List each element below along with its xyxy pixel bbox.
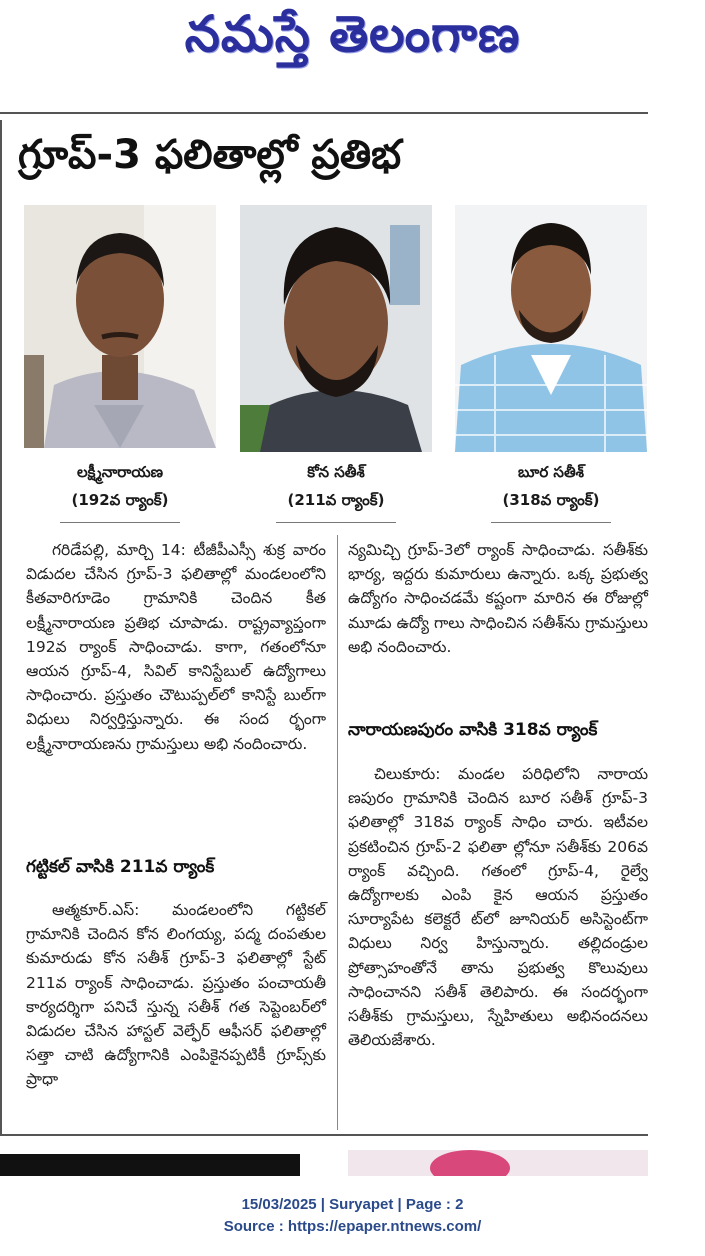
caption-3 (455, 458, 647, 514)
caption-name: కోన సతీశ్‌ (307, 463, 365, 481)
subheading-narayanapuram: నారాయణపురం వాసికి 318వ ర్యాంక్‌ (348, 720, 598, 740)
masthead-divider (0, 112, 648, 114)
caption-rank: (318వ ర్యాంక్‌) (502, 491, 600, 509)
caption-1 (24, 458, 216, 514)
right-column-para-1 (348, 538, 648, 659)
caption-underline (276, 522, 396, 523)
paragraph: గరిడేపల్లి, మార్చి 14: టీజీపీఎస్సీ శుక్ర వారం విడుదల చేసిన గ్రూప్‌-3 ఫలితాల్లో మండలంలోని కీతవారిగూడెం గ్రామానికి చెందిన కీత లక్ష్మీనారాయణ ప్రతిభ చూపాడు. రాష్ట్రవ్యాప్తంగా 192వ ర్యాంక్‌ సాధించాడు. కాగా, గతంలోనూ ఆయన గ్రూప్‌-4, సివిల్‌ కానిస్టేబుల్‌ ఉద్యోగాలు సాధించారు. ప్రస్తుతం చౌటుప్పల్‌లో కానిస్టే బుల్‌గా విధులు నిర్వర్తిస్తున్నారు. ఈ సంద ర్భంగా లక్ష్మీనారాయణను గ్రామస్తులు అభి నందించారు. (26, 541, 326, 753)
footer-source-link[interactable]: Source : https://epaper.ntnews.com/ (223, 1218, 482, 1235)
paragraph: చిలుకూరు: మండల పరిధిలోని నారాయ ణపురం గ్రామానికి చెందిన బూర సతీశ్‌ గ్రూప్‌-3 ఫలితాల్లో 318వ ర్యాంక్‌ సాధిం చారు. ఇటీవల ప్రకటించిన గ్రూప్‌-2 ఫలితా ల్లోనూ సతీశ్‌కు 206వ ర్యాంక్‌ వచ్చింది. గతంలో గ్రూప్‌-4, రైల్వే ఉద్యోగాలకు ఎంపి కైన ఆయన ప్రస్తుతం సూర్యాపేట కలెక్టరే ట్‌లో జూనియర్‌ అసిస్టెంట్‌గా విధులు నిర్వ హిస్తున్నారు. తల్లిదండ్రుల ప్రోత్సాహంతోనే తాను ప్రభుత్వ కొలువులు సాధించానని సతీశ్‌ తెలిపారు. ఈ సందర్భంగా సతీశ్‌కు గ్రామస్తులు, స్నేహితులు అభినందనలు తెలియజేశారు. (348, 765, 648, 1050)
caption-underline (60, 522, 180, 523)
caption-2 (240, 458, 432, 514)
caption-underline (491, 522, 611, 523)
newspaper-masthead: నమస్తే తెలంగాణ (184, 4, 521, 63)
next-article-fragment (0, 1140, 705, 1176)
article-bottom-rule (0, 1134, 648, 1136)
paragraph: ఆత్మకూర్‌.ఎస్‌: మండలంలోని గట్టికల్‌ గ్రామానికి చెందిన కోన లింగయ్య, పద్మ దంపతుల కుమారుడు కోన సతీశ్‌ గ్రూప్‌-3 ఫలితాల్లో స్టేట్‌ 211వ ర్యాంక్‌ సాధించాడు. ప్రస్తుతం పంచాయతీ కార్యదర్శిగా పనిచే స్తున్న సతీశ్‌ గత సెప్టెంబర్‌లో విడుదల చేసిన హాస్టల్‌ వెల్ఫేర్‌ ఆఫీసర్‌ ఫలితాల్లో సత్తా చాటి ఉద్యోగానికి ఎంపికైనప్పటికీ గ్రూప్స్‌కు ప్రాధా (26, 901, 326, 1089)
column-divider (337, 535, 338, 1130)
left-column-para-2 (26, 898, 326, 1092)
subheading-gattikal: గట్టికల్‌ వాసికి 211వ ర్యాంక్‌ (26, 857, 215, 877)
photo-kona-satish (240, 205, 432, 452)
article-left-border (0, 120, 2, 1135)
caption-name: బూర సతీశ్‌ (518, 463, 584, 481)
article-headline: గ్రూప్‌-3 ఫలితాల్లో ప్రతిభ (18, 132, 402, 178)
footer-date-line: 15/03/2025 | Suryapet | Page : 2 (241, 1196, 464, 1213)
caption-name: లక్ష్మీనారాయణ (76, 463, 164, 481)
left-column-para-1 (26, 538, 326, 756)
caption-rank: (192వ ర్యాంక్‌) (71, 491, 169, 509)
photo-boora-satish (455, 205, 647, 452)
paragraph: న్యమిచ్చి గ్రూప్‌-3లో ర్యాంక్‌ సాధించాడు. సతీశ్‌కు భార్య, ఇద్దరు కుమారులు ఉన్నారు. ఒక్క ప్రభుత్వ ఉద్యోగం సాధించడమే కష్టంగా మారిన ఈ రోజుల్లో మూడు ఉద్యో గాలు సాధించిన సతీశ్‌ను గ్రామస్తులు అభి నందించారు. (348, 541, 648, 656)
right-column-para-3 (348, 762, 648, 1052)
caption-rank: (211వ ర్యాంక్‌) (287, 491, 385, 509)
photo-lakshminarayana (24, 205, 216, 448)
